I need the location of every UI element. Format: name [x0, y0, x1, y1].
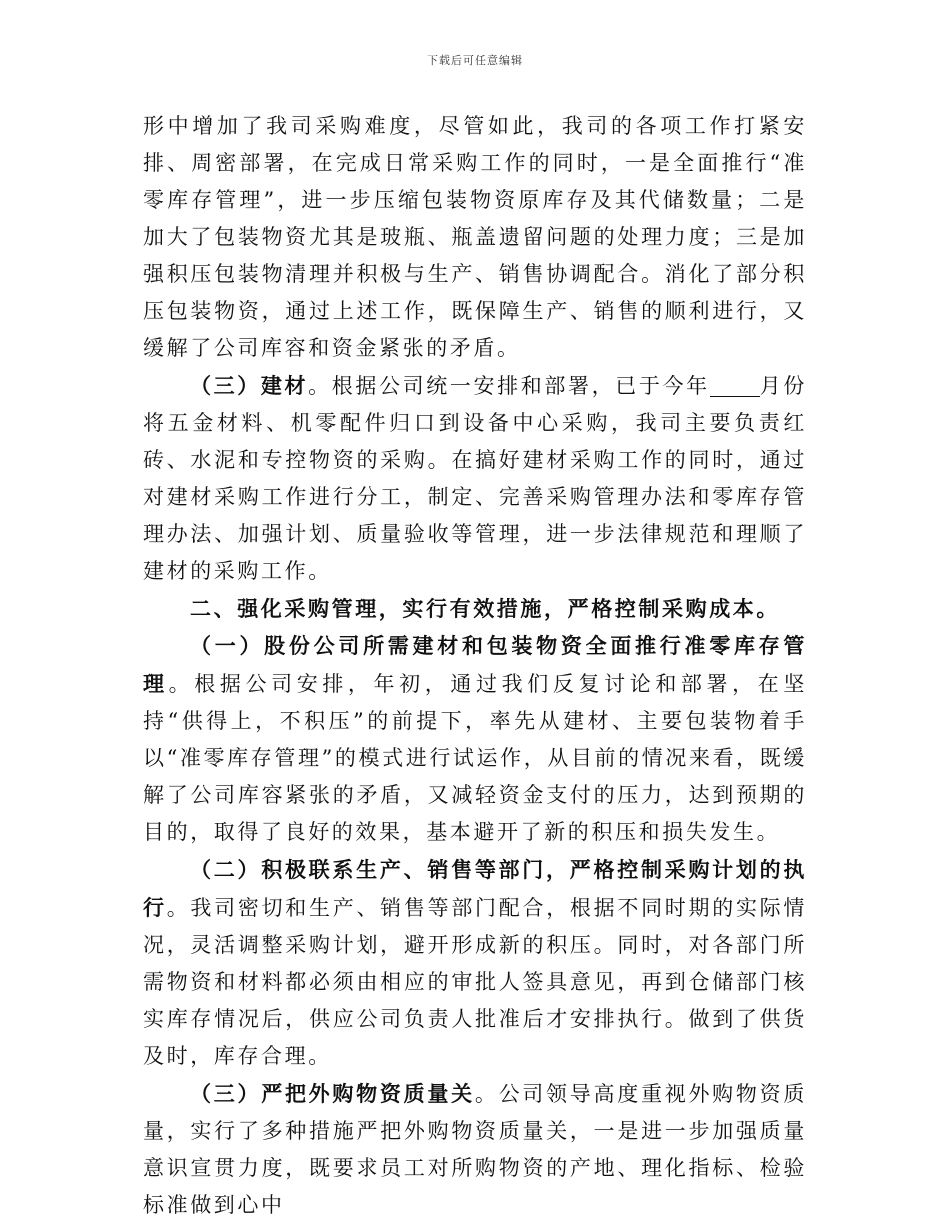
subsection-heading-zero-inventory: （一）股份公司所需建材和包装物资全面推行准零库存管理: [143, 633, 807, 696]
blank-line: [710, 374, 760, 397]
subsection-heading-procurement-plan: （二）积极联系生产、销售等部门，严格控制采购计划的执行: [143, 857, 807, 920]
paragraph-packaging-continued: 形中增加了我司采购难度，尽管如此，我司的各项工作打紧安排、周密部署，在完成日常采购工作的同时，一是全面推行“准零库存管理”，进一步压缩包装物资原库存及其代储数量；二是加大了包装物资尤其是玻瓶、瓶盖遗留问题的处理力度；三是加强积压包装物清理并积极与生产、销售协调配合。消化了部分积压包装物资，通过上述工作，既保障生产、销售的顺利进行，又缓解了公司库容和资金紧张的矛盾。: [143, 114, 807, 360]
paragraph-text: 。根据公司安排，年初，通过我们反复讨论和部署，在坚持“供得上，不积压”的前提下，率先从建材、主要包装物着手以“准零库存管理”的模式进行试运作，从目前的情况来看，既缓解了公司库容紧张的矛盾，又减轻资金支付的压力，达到预期的目的，取得了良好的效果，基本避开了新的积压和损失发生。: [143, 672, 807, 844]
paragraph-zero-inventory: [143, 627, 807, 851]
paragraph-text: 。根据公司统一安排和部署，已于今年: [308, 374, 710, 398]
subsection-heading-quality-control: （三）严把外购物资质量关: [190, 1081, 475, 1106]
paragraph-procurement-plan: [143, 851, 807, 1075]
document-body: [143, 108, 807, 1224]
paragraph-building-materials: [143, 367, 807, 590]
section-heading-building-materials: （三）建材: [190, 373, 309, 398]
paragraph-quality-control: [143, 1075, 807, 1224]
paragraph-text: 。我司密切和生产、销售等部门配合，根据不同时期的实际情况，灵活调整采购计划，避开形成新的积压。同时，对各部门所需物资和材料都必须由相应的审批人签具意见，再到仓储部门核实库存情况后，供应公司负责人批准后才安排执行。做到了供货及时，库存合理。: [143, 896, 807, 1068]
paragraph-text: 。公司领导高度重视外购物资质量，实行了多种措施严把外购物资质量关，一是进一步加强质量意识宣贯力度，既要求员工对所购物资的产地、理化指标、检验标准做到心中: [143, 1082, 807, 1217]
page-header: 下载后可任意编辑: [427, 54, 523, 67]
section-heading-procurement-management: 二、强化采购管理，实行有效措施，严格控制采购成本。: [190, 596, 780, 621]
paragraph-text: 月份将五金材料、机零配件归口到设备中心采购，我司主要负责红砖、水泥和专控物资的采购。在搞好建材采购工作的同时，通过对建材采购工作进行分工，制定、完善采购管理办法和零库存管理办法、加强计划、质量验收等管理，进一步法律规范和理顺了建材的采购工作。: [143, 374, 807, 583]
